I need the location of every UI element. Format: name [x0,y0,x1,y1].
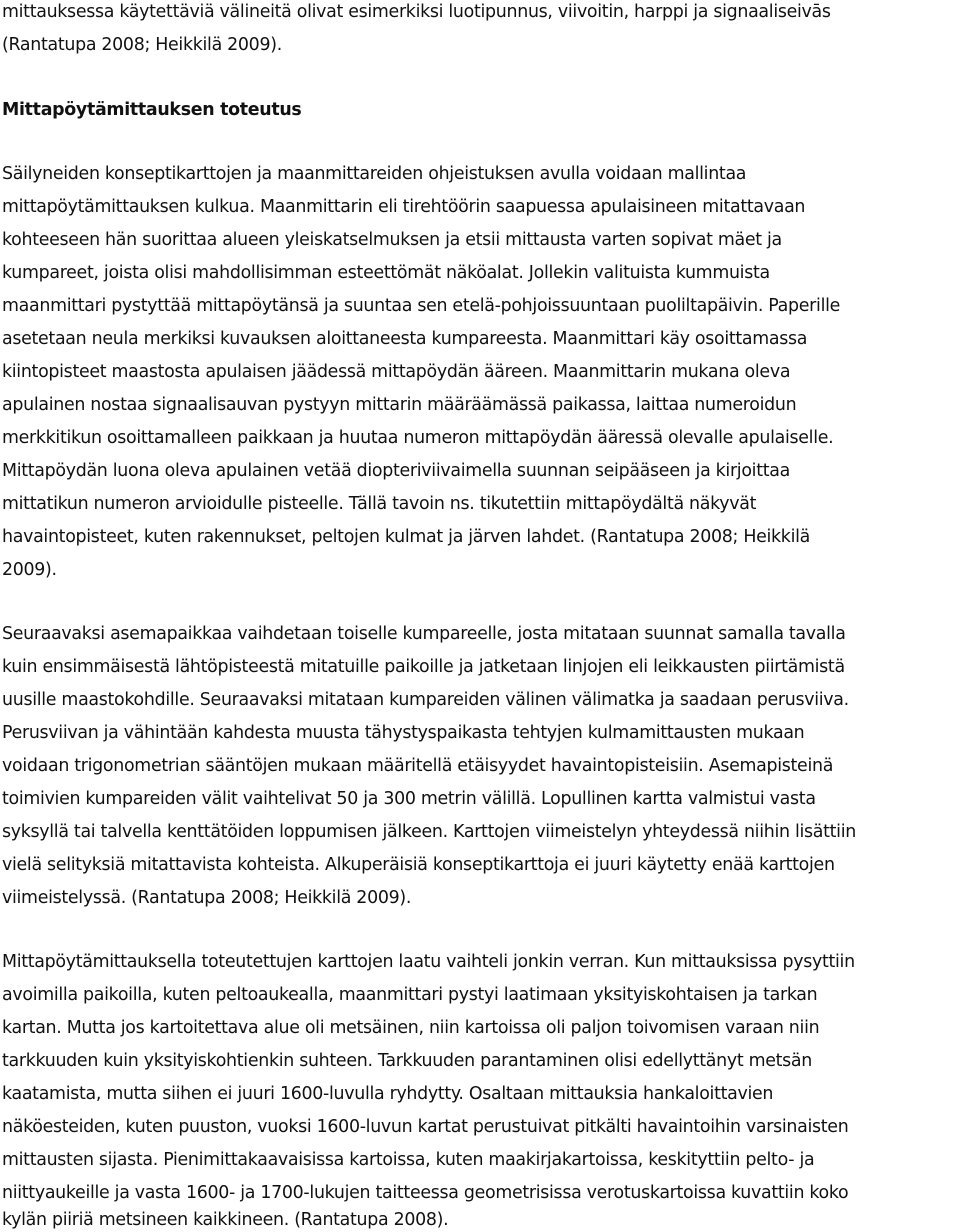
paragraph-line: voidaan trigonometrian sääntöjen mukaan määritellä etäisyydet havaintopisteisiin. Asemapisteinä [2,756,834,776]
paragraph-line: Mittapöytämittauksella toteutettujen karttojen laatu vaihteli jonkin verran. Kun mittauksissa pysyttiin [2,952,855,972]
paragraph-line: mittatikun numeron arvioidulle pisteelle. Tällä tavoin ns. tikutettiin mittapöydältä näkyvät [2,494,757,514]
paragraph-line: syksyllä tai talvella kenttätöiden loppumisen jälkeen. Karttojen viimeistelyn yhteydessä niihin lisättiin [2,822,856,842]
paragraph-line: mittausten sijasta. Pienimittakaavaisissa kartoissa, kuten maakirjakartoissa, keskityttiin pelto- ja [2,1150,815,1170]
paragraph-line: näköesteiden, kuten puuston, vuoksi 1600-luvun kartat perustuivat pitkälti havaintoihin varsinaisten [2,1117,849,1137]
paragraph-line: kuin ensimmäisestä lähtöpisteestä mitatuille paikoille ja jatketaan linjojen eli leikkausten piirtämistä [2,657,845,677]
paragraph-line: kartan. Mutta jos kartoitettava alue oli metsäinen, niin kartoissa oli paljon toivomisen varaan niin [2,1018,820,1038]
paragraph-line: Säilyneiden konseptikarttojen ja maanmittareiden ohjeistuksen avulla voidaan mallintaa [2,164,747,184]
section-heading: Mittapöytämittauksen toteutus [2,100,302,120]
paragraph-line: toimivien kumpareiden välit vaihtelivat 50 ja 300 metrin välillä. Lopullinen kartta valmistui vasta [2,789,816,809]
paragraph-line: apulainen nostaa signaalisauvan pystyyn mittarin määräämässä paikassa, laittaa numeroidun [2,395,797,415]
paragraph-line: Mittapöydän luona oleva apulainen vetää diopteriviivaimella suunnan seipääseen ja kirjoittaa [2,461,790,481]
paragraph-line: havaintopisteet, kuten rakennukset, peltojen kulmat ja järven lahdet. (Rantatupa 2008; Heikkilä [2,527,810,547]
paragraph-line: avoimilla paikoilla, kuten peltoaukealla, maanmittari pystyi laatimaan yksityiskohtaisen ja tarkan [2,985,818,1005]
paragraph-line: asetetaan neula merkiksi kuvauksen aloittaneesta kumpareesta. Maanmittari käy osoittamassa [2,329,808,349]
paragraph-line: niittyaukeille ja vasta 1600- ja 1700-lukujen taitteessa geometrisissa verotuskartoissa kuvattiin koko [2,1183,849,1203]
paragraph-line: kumpareet, joista olisi mahdollisimman esteettömät näköalat. Jollekin valituista kummuista [2,263,770,283]
paragraph-line: mittapöytämittauksen kulkua. Maanmittarin eli tirehtöörin saapuessa apulaisineen mitattavaan [2,197,806,217]
paragraph-line: Seuraavaksi asemapaikkaa vaihdetaan toiselle kumpareelle, josta mitataan suunnat samalla tavalla [2,624,846,644]
paragraph-line: kohteeseen hän suorittaa alueen yleiskatselmuksen ja etsii mittausta varten sopivat mäet ja [2,230,782,250]
paragraph-line: Perusviivan ja vähintään kahdesta muusta tähystyspaikasta tehtyjen kulmamittausten mukaan [2,723,805,743]
paragraph-line: merkkitikun osoittamalleen paikkaan ja huutaa numeron mittapöydän ääressä olevalle apulaiselle. [2,428,834,448]
paragraph-line: vielä selityksiä mitattavista kohteista. Alkuperäisiä konseptikarttoja ei juuri käytetty enää karttojen [2,855,835,875]
paragraph-line: 2009). [2,560,57,580]
paragraph-line: viimeistelyssä. (Rantatupa 2008; Heikkilä 2009). [2,888,412,908]
paragraph-line: tarkkuuden kuin yksityiskohtienkin suhteen. Tarkkuuden parantaminen olisi edellyttänyt metsän [2,1051,812,1071]
paragraph-line: uusille maastokohdille. Seuraavaksi mitataan kumpareiden välinen välimatka ja saadaan perusviiva. [2,690,849,710]
intro-line: mittauksessa käytettäviä välineitä olivat esimerkiksi luotipunnus, viivoitin, harppi ja signaaliseivās [2,2,831,22]
paragraph-line: kylän piiriä metsineen kaikkineen. (Rantatupa 2008). [2,1210,449,1230]
paragraph-line: kaatamista, mutta siihen ei juuri 1600-luvulla ryhdytty. Osaltaan mittauksia hankaloittavien [2,1084,774,1104]
paragraph-line: kiintopisteet maastosta apulaisen jäädessä mittapöydän ääreen. Maanmittarin mukana oleva [2,362,791,382]
intro-line: (Rantatupa 2008; Heikkilä 2009). [2,35,282,55]
paragraph-line: maanmittari pystyttää mittapöytänsä ja suuntaa sen etelä-pohjoissuuntaan puoliltapäivin. Paperille [2,296,841,316]
